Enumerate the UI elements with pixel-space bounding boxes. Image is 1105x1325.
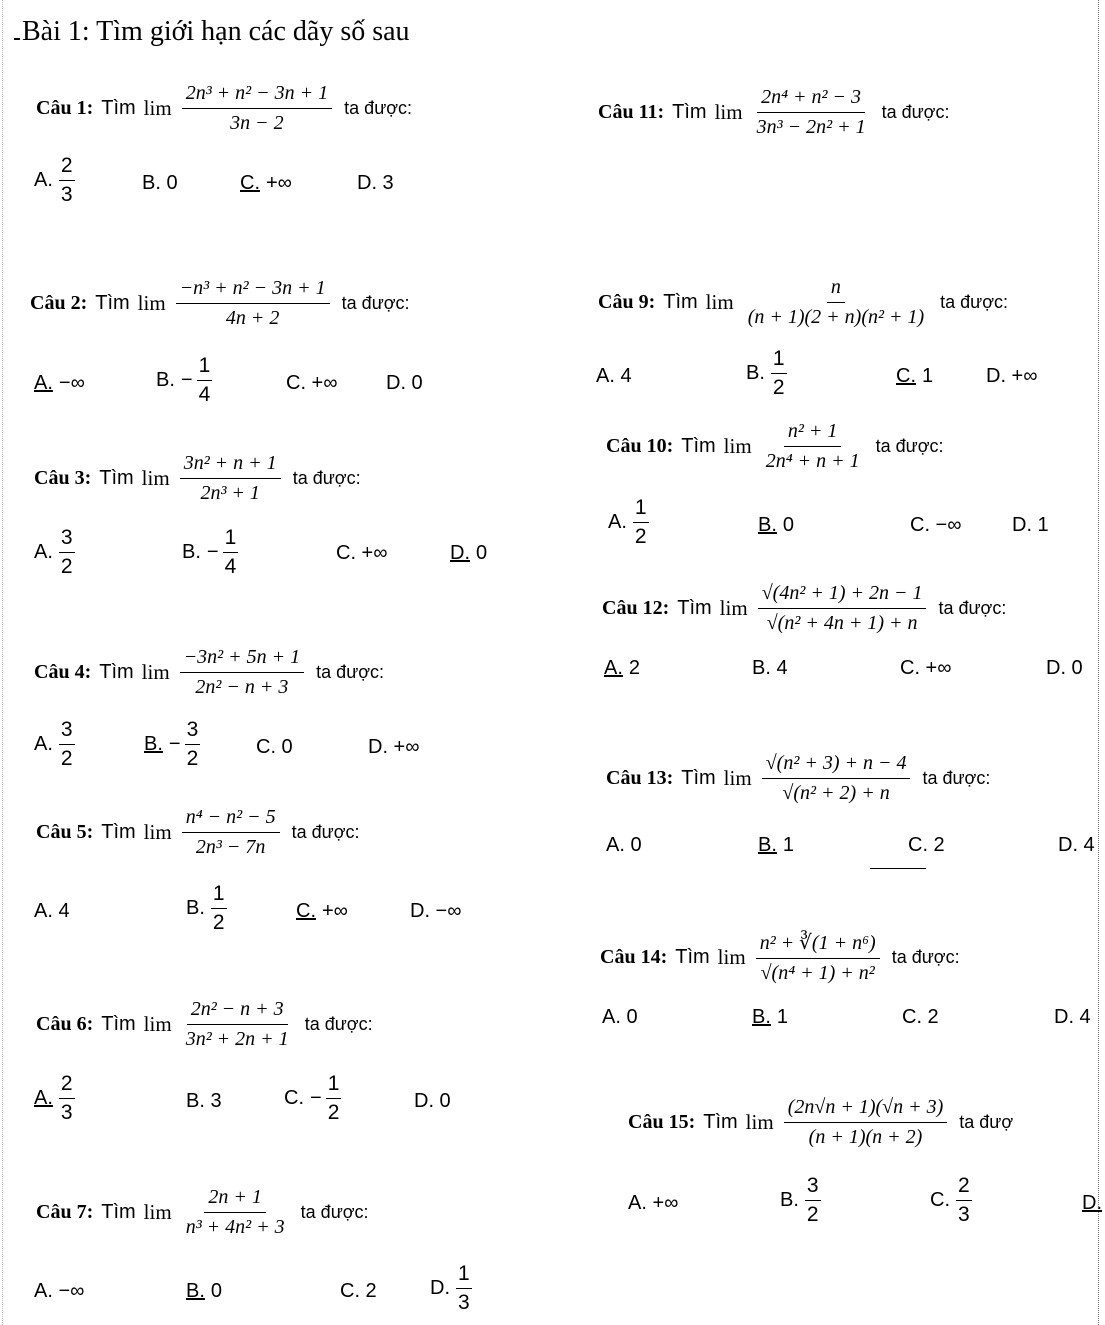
option-text: B. 4 (752, 657, 788, 679)
option-text: D. 3 (357, 172, 394, 194)
q1-option-a (34, 154, 75, 207)
question-label: Câu 2: (30, 292, 88, 314)
tim-word: Tìm (101, 1201, 136, 1223)
denominator: 2n³ + 1 (200, 482, 260, 504)
q3-option-d-correct (450, 542, 487, 565)
option-label: B. (144, 733, 163, 755)
option-text: C. +∞ (336, 542, 388, 564)
option-num: 3 (185, 718, 201, 745)
option-text: A. 0 (606, 834, 642, 856)
option-num: 3 (805, 1174, 821, 1201)
ta-duoc: ta được: (341, 293, 410, 313)
numerator: 2n + 1 (204, 1186, 266, 1213)
option-label: B. (758, 514, 777, 536)
option-label: A. (34, 541, 53, 563)
option-text: C. +∞ (286, 372, 338, 394)
denominator: (n + 1)(n + 2) (808, 1126, 923, 1148)
denominator: 4n + 2 (225, 307, 280, 329)
option-den: 2 (186, 747, 199, 770)
question-4 (34, 646, 384, 699)
option-text: B. 3 (186, 1090, 222, 1112)
limit-fraction (182, 82, 332, 135)
option-fraction (326, 1072, 342, 1125)
option-label: A. (34, 1087, 53, 1109)
q12-option-a-correct (604, 657, 640, 680)
question-13 (606, 752, 990, 805)
option-fraction (771, 347, 787, 400)
ta-duoc: ta được: (300, 1202, 369, 1222)
denominator: 3n³ − 2n² + 1 (756, 116, 866, 138)
tim-word: Tìm (101, 1013, 136, 1035)
q1-option-d (357, 172, 394, 195)
ta-duoc: ta được: (940, 292, 1009, 312)
ta-duoc-cut: ta đượ (959, 1112, 1014, 1132)
question-label: Câu 9: (598, 291, 656, 313)
q15-option-d-correct (1082, 1192, 1105, 1215)
q7-option-a (34, 1280, 84, 1303)
limit-fraction (176, 277, 330, 330)
limit-fraction (784, 1096, 948, 1149)
option-fraction (185, 718, 201, 771)
limit-fraction (180, 646, 304, 699)
ta-duoc: ta được: (344, 98, 413, 118)
option-fraction (59, 154, 75, 207)
option-minus: − (168, 733, 181, 755)
option-den: 2 (327, 1101, 340, 1124)
numerator: n² + ∛(1 + n⁶) (756, 930, 880, 959)
option-text: A. 4 (596, 365, 632, 387)
lim-symbol: lim (723, 766, 752, 790)
limit-fraction (180, 452, 281, 505)
ta-duoc: ta được: (291, 822, 360, 842)
option-num: 2 (956, 1174, 972, 1201)
option-value: −∞ (58, 372, 85, 394)
question-15 (628, 1096, 1013, 1149)
q14-option-d (1054, 1006, 1091, 1029)
question-6 (36, 998, 373, 1051)
q15-option-a (628, 1192, 678, 1215)
option-label: A. (604, 657, 623, 679)
numerator: √(n² + 3) + n − 4 (762, 752, 911, 779)
q10-option-b-correct (758, 514, 794, 537)
ta-duoc: ta được: (875, 436, 944, 456)
q2-option-c (286, 372, 338, 395)
option-den: 2 (806, 1203, 819, 1226)
option-label: D. (450, 542, 470, 564)
question-1 (36, 82, 412, 135)
option-fraction (223, 526, 239, 579)
numerator: −n³ + n² − 3n + 1 (176, 277, 330, 304)
q1-option-b (142, 172, 178, 195)
option-text: D. 4 (1058, 834, 1095, 856)
option-num: 1 (326, 1072, 342, 1099)
option-text: D. 0 (1046, 657, 1083, 679)
tim-word: Tìm (99, 661, 134, 683)
q3-option-c (336, 542, 388, 565)
question-label: Câu 14: (600, 946, 668, 968)
option-label: D. (430, 1277, 450, 1299)
option-label: A. (34, 372, 53, 394)
option-text: C. 2 (908, 834, 945, 856)
option-num: 2 (59, 154, 75, 181)
q5-option-d (410, 900, 462, 923)
option-text: D. 0 (414, 1090, 451, 1112)
q12-option-d (1046, 657, 1083, 680)
option-num: 3 (59, 718, 75, 745)
question-label: Câu 1: (36, 97, 94, 119)
question-label: Câu 4: (34, 661, 92, 683)
option-text: C. 0 (256, 736, 293, 758)
numerator: √(4n² + 1) + 2n − 1 (758, 582, 927, 609)
option-num: 1 (456, 1262, 472, 1289)
q9-option-b (746, 347, 787, 400)
question-14 (600, 930, 960, 985)
option-text: B. 0 (142, 172, 178, 194)
q3-option-a (34, 526, 75, 579)
tim-word: Tìm (677, 597, 712, 619)
limit-fraction (182, 806, 280, 859)
q2-option-a-correct (34, 372, 85, 395)
option-label: D. (1082, 1192, 1102, 1214)
option-num: 1 (771, 347, 787, 374)
question-9 (598, 276, 1008, 329)
option-value: 0 (782, 514, 795, 536)
q2-option-b (156, 354, 212, 407)
title-mark (14, 38, 20, 40)
option-num: 2 (59, 1072, 75, 1099)
stray-line (870, 868, 926, 869)
q5-option-a (34, 900, 70, 923)
option-fraction (956, 1174, 972, 1227)
option-fraction (197, 354, 213, 407)
ta-duoc: ta được: (304, 1014, 373, 1034)
tim-word: Tìm (95, 292, 130, 314)
option-label: B. (186, 897, 205, 919)
option-label: B. (156, 369, 175, 391)
question-label: Câu 11: (598, 101, 665, 123)
denominator: (n + 1)(2 + n)(n² + 1) (747, 306, 925, 328)
option-den: 2 (634, 525, 647, 548)
question-label: Câu 13: (606, 767, 674, 789)
option-text: D. +∞ (368, 736, 420, 758)
q15-option-c (930, 1174, 972, 1227)
q14-option-b-correct (752, 1006, 788, 1029)
page-title-text: Bài 1: Tìm giới hạn các dãy số sau (22, 16, 410, 47)
question-10 (606, 420, 944, 473)
denominator: √(n² + 4n + 1) + n (766, 612, 918, 634)
q13-option-a (606, 834, 642, 857)
page-title (14, 16, 410, 48)
tim-word: Tìm (681, 435, 716, 457)
q9-option-c-correct (896, 365, 933, 388)
option-label: C. (296, 900, 316, 922)
option-minus: − (206, 541, 219, 563)
limit-fraction (182, 1186, 289, 1239)
option-value: 1 (776, 1006, 789, 1028)
page-left-edge (2, 0, 3, 1325)
option-num: 1 (211, 882, 227, 909)
question-label: Câu 3: (34, 467, 92, 489)
option-den: 3 (958, 1203, 970, 1226)
ta-duoc: ta được: (292, 468, 361, 488)
q12-option-b (752, 657, 788, 680)
option-value: 1 (782, 834, 795, 856)
ta-duoc: ta được: (881, 102, 950, 122)
denominator: 2n² − n + 3 (195, 676, 289, 698)
option-den: 4 (224, 555, 237, 578)
limit-fraction (762, 752, 911, 805)
option-label: A. (34, 169, 53, 191)
numerator: 2n² − n + 3 (187, 998, 288, 1025)
limit-fraction (753, 86, 870, 139)
q7-option-d (430, 1262, 472, 1315)
page-right-edge (1098, 0, 1099, 1325)
option-label: B. (182, 541, 201, 563)
option-den: 3 (60, 183, 73, 206)
option-text: D. 4 (1054, 1006, 1091, 1028)
q6-option-c (284, 1072, 341, 1125)
option-label: A. (608, 511, 627, 533)
option-text: D. +∞ (986, 365, 1038, 387)
option-text: A. 4 (34, 900, 70, 922)
option-fraction (59, 1072, 75, 1125)
question-label: Câu 5: (36, 821, 94, 843)
option-label: C. (284, 1087, 304, 1109)
question-3 (34, 452, 361, 505)
question-12 (602, 582, 1006, 635)
question-7 (36, 1186, 369, 1239)
tim-word: Tìm (663, 291, 698, 313)
denominator: 3n − 2 (230, 112, 284, 134)
lim-symbol: lim (141, 466, 170, 490)
q5-option-c-correct (296, 900, 348, 923)
q13-option-d (1058, 834, 1095, 857)
option-value: 1 (922, 365, 934, 387)
lim-symbol: lim (717, 945, 746, 969)
q14-option-c (902, 1006, 939, 1029)
lim-symbol: lim (143, 1200, 172, 1224)
q4-option-a (34, 718, 75, 771)
q10-option-a (608, 496, 649, 549)
option-text: C. −∞ (910, 514, 962, 536)
ta-duoc: ta được: (316, 662, 385, 682)
option-text: C. 2 (902, 1006, 939, 1028)
denominator: 2n⁴ + n + 1 (765, 450, 860, 472)
numerator: 3n² + n + 1 (180, 452, 281, 479)
option-den: 2 (772, 376, 785, 399)
tim-word: Tìm (101, 821, 136, 843)
option-fraction (59, 718, 75, 771)
ta-duoc: ta được: (938, 598, 1007, 618)
lim-symbol: lim (723, 434, 752, 458)
option-fraction (456, 1262, 472, 1315)
q9-option-a (596, 365, 632, 388)
denominator: √(n⁴ + 1) + n² (760, 962, 875, 984)
ta-duoc: ta được: (922, 768, 991, 788)
q13-option-b-correct (758, 834, 794, 857)
tim-word: Tìm (672, 101, 707, 123)
option-label: B. (780, 1189, 799, 1211)
lim-symbol: lim (719, 596, 748, 620)
option-label: B. (758, 834, 777, 856)
q13-option-c (908, 834, 945, 857)
option-den: 3 (60, 1101, 73, 1124)
option-label: A. (34, 733, 53, 755)
option-num: 1 (633, 496, 649, 523)
option-den: 3 (458, 1291, 470, 1314)
option-fraction (633, 496, 649, 549)
option-fraction (211, 882, 227, 935)
numerator: 2n⁴ + n² − 3 (757, 86, 865, 113)
option-value: +∞ (266, 172, 292, 194)
q1-option-c-correct (240, 172, 292, 195)
limit-fraction (756, 930, 880, 985)
option-fraction (805, 1174, 821, 1227)
q5-option-b (186, 882, 227, 935)
tim-word: Tìm (681, 767, 716, 789)
option-label: B. (752, 1006, 771, 1028)
option-num: 1 (197, 354, 213, 381)
limit-fraction (744, 276, 928, 329)
option-label: C. (240, 172, 260, 194)
option-text: C. +∞ (900, 657, 952, 679)
option-den: 2 (60, 747, 73, 770)
option-num: 1 (223, 526, 239, 553)
tim-word: Tìm (101, 97, 136, 119)
limit-fraction (758, 582, 927, 635)
tim-word: Tìm (99, 467, 134, 489)
option-value: +∞ (322, 900, 348, 922)
numerator: n (827, 276, 845, 303)
lim-symbol: lim (714, 100, 743, 124)
denominator: n³ + 4n² + 3 (185, 1216, 285, 1238)
option-label: C. (930, 1189, 950, 1211)
q2-option-d (386, 372, 423, 395)
numerator: 2n³ + n² − 3n + 1 (182, 82, 332, 109)
q4-option-b-correct (144, 718, 200, 771)
option-minus: − (310, 1087, 322, 1109)
option-value: 0 (210, 1280, 223, 1302)
tim-word: Tìm (675, 946, 710, 968)
q10-option-d (1012, 514, 1049, 537)
limit-fraction (182, 998, 293, 1051)
lim-symbol: lim (745, 1110, 774, 1134)
question-label: Câu 12: (602, 597, 670, 619)
option-text: D. 1 (1012, 514, 1049, 536)
option-label: C. (896, 365, 916, 387)
lim-symbol: lim (143, 96, 172, 120)
option-label: B. (746, 362, 765, 384)
option-label: B. (186, 1280, 205, 1302)
denominator: 3n² + 2n + 1 (185, 1028, 289, 1050)
option-text: A. −∞ (34, 1280, 85, 1302)
option-text: C. 2 (340, 1280, 377, 1302)
q7-option-b-correct (186, 1280, 222, 1303)
q3-option-b (182, 526, 238, 579)
denominator: 2n³ − 7n (195, 836, 266, 858)
option-text: D. −∞ (410, 900, 462, 922)
option-value: 0 (476, 542, 488, 564)
option-den: 4 (198, 383, 211, 406)
option-num: 3 (59, 526, 75, 553)
question-11 (598, 86, 949, 139)
question-2 (30, 277, 410, 330)
q9-option-d (986, 365, 1038, 388)
limit-fraction (762, 420, 864, 473)
q4-option-d (368, 736, 420, 759)
option-text: D. 0 (386, 372, 423, 394)
option-text: A. +∞ (628, 1192, 679, 1214)
lim-symbol: lim (137, 291, 166, 315)
q4-option-c (256, 736, 293, 759)
option-den: 2 (60, 555, 73, 578)
numerator: −3n² + 5n + 1 (180, 646, 304, 673)
q6-option-d (414, 1090, 451, 1113)
lim-symbol: lim (143, 820, 172, 844)
q6-option-a-correct (34, 1072, 75, 1125)
option-text: A. 0 (602, 1006, 638, 1028)
question-label: Câu 6: (36, 1013, 94, 1035)
q12-option-c (900, 657, 952, 680)
question-label: Câu 10: (606, 435, 674, 457)
ta-duoc: ta được: (891, 947, 960, 967)
lim-symbol: lim (705, 290, 734, 314)
denominator: √(n² + 2) + n (782, 782, 890, 804)
numerator: n² + 1 (784, 420, 842, 447)
lim-symbol: lim (143, 1012, 172, 1036)
q15-option-b (780, 1174, 821, 1227)
question-label: Câu 15: (628, 1111, 696, 1133)
question-5 (36, 806, 360, 859)
numerator: (2n√n + 1)(√n + 3) (784, 1096, 948, 1123)
option-fraction (59, 526, 75, 579)
option-value: 2 (628, 657, 641, 679)
q6-option-b (186, 1090, 222, 1113)
option-minus: − (180, 369, 193, 391)
lim-symbol: lim (141, 660, 170, 684)
question-label: Câu 7: (36, 1201, 94, 1223)
numerator: n⁴ − n² − 5 (182, 806, 280, 833)
q7-option-c (340, 1280, 377, 1303)
tim-word: Tìm (703, 1111, 738, 1133)
q10-option-c (910, 514, 962, 537)
option-den: 2 (212, 911, 225, 934)
q14-option-a (602, 1006, 638, 1029)
